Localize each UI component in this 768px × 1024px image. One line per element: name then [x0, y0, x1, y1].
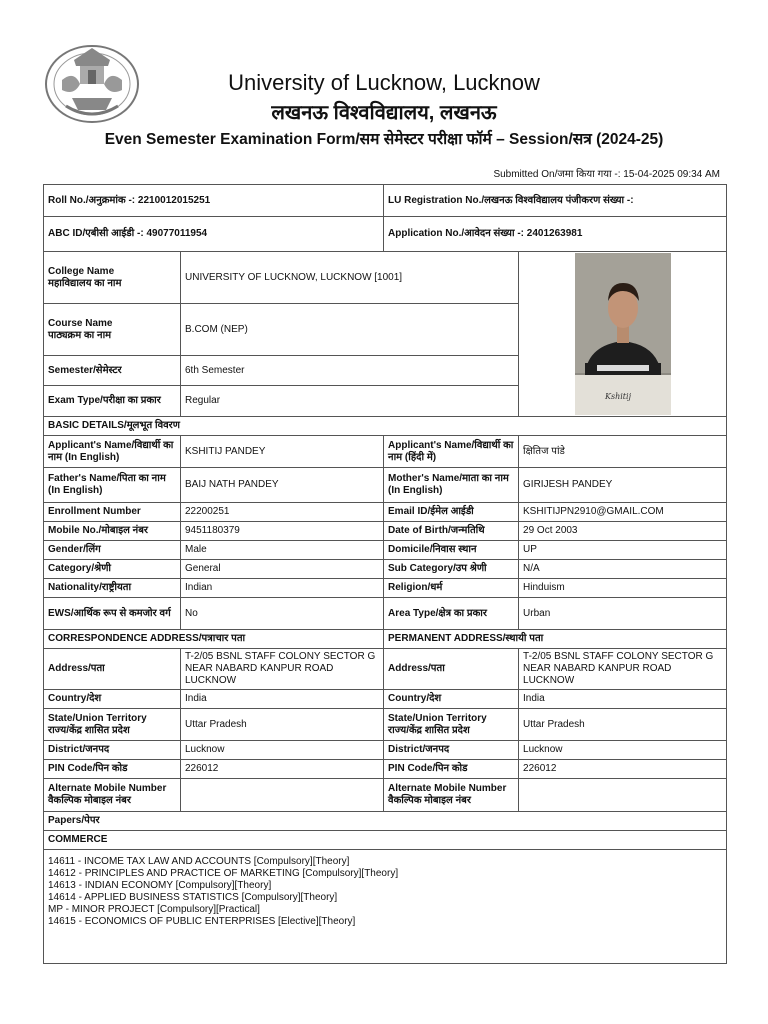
correspondence-address-title: CORRESPONDENCE ADDRESS/पत्राचार पता: [44, 630, 384, 649]
ews-value: No: [181, 598, 384, 630]
form-header: [0, 0, 768, 190]
abc-value: 49077011954: [146, 228, 208, 239]
roll-label: Roll No./अनुक्रमांक -:: [48, 194, 138, 206]
address-row: [44, 649, 727, 690]
college-label-hi: महाविद्यालय का नाम: [48, 277, 122, 289]
corr-country-value: India: [181, 690, 384, 709]
perm-state-label: [384, 709, 519, 741]
college-row: [44, 252, 727, 304]
paper-item: 14615 - ECONOMICS OF PUBLIC ENTERPRISES [Elective][Theory]: [48, 916, 356, 927]
religion-label: Religion/धर्म: [384, 579, 519, 598]
basic-details-header-row: [44, 417, 727, 436]
perm-country-label: Country/देश: [384, 690, 519, 709]
nationality-row: [44, 579, 727, 598]
email-label: Email ID/ईमेल आईडी: [384, 503, 519, 522]
perm-address-label: Address/पता: [384, 649, 519, 690]
mother-value: GIRIJESH PANDEY: [519, 468, 727, 503]
area-value: Urban: [519, 598, 727, 630]
domicile-value: UP: [519, 541, 727, 560]
abc-row: [44, 217, 727, 252]
perm-district-value: Lucknow: [519, 741, 727, 760]
perm-alt-mobile-label: [384, 779, 519, 812]
submitted-on: [493, 166, 720, 180]
papers-list: [44, 850, 727, 964]
gender-value: Male: [181, 541, 384, 560]
papers-header-row: [44, 812, 727, 831]
corr-state-value: Uttar Pradesh: [181, 709, 384, 741]
corr-alt-mobile-label: [44, 779, 181, 812]
enrollment-value: 22200251: [181, 503, 384, 522]
papers-group: COMMERCE: [44, 831, 727, 850]
perm-country-value: India: [519, 690, 727, 709]
corr-alt-mobile-label-hi: वैकल्पिक मोबाइल नंबर: [48, 795, 131, 806]
exam-form-table: [43, 184, 727, 964]
mobile-value: 9451180379: [181, 522, 384, 541]
perm-pin-value: 226012: [519, 760, 727, 779]
area-label: Area Type/क्षेत्र का प्रकार: [384, 598, 519, 630]
parents-row: [44, 468, 727, 503]
exam-type-label: Exam Type/परीक्षा का प्रकार: [44, 386, 181, 417]
nationality-value: Indian: [181, 579, 384, 598]
corr-alt-mobile-label-en: Alternate Mobile Number: [48, 783, 167, 794]
course-label-hi: पाठ्यक्रम का नाम: [48, 329, 112, 341]
district-row: [44, 741, 727, 760]
enrollment-row: [44, 503, 727, 522]
semester-value: 6th Semester: [181, 356, 519, 386]
mobile-row: [44, 522, 727, 541]
permanent-address-title: PERMANENT ADDRESS/स्थायी पता: [384, 630, 727, 649]
college-label: [44, 252, 181, 304]
papers-list-row: [44, 850, 727, 964]
course-label: [44, 304, 181, 356]
app-label: Application No./आवेदन संख्या -:: [388, 228, 527, 239]
father-label: Father's Name/पिता का नाम (In English): [44, 468, 181, 503]
corr-country-label: Country/देश: [44, 690, 181, 709]
corr-state-label-hi: राज्य/केंद्र शासित प्रदेश: [48, 724, 130, 736]
perm-pin-label: PIN Code/पिन कोड: [384, 760, 519, 779]
exam-type-value: Regular: [181, 386, 519, 417]
submitted-value: 15-04-2025 09:34 AM: [623, 169, 720, 180]
corr-district-label: District/जनपद: [44, 741, 181, 760]
dob-value: 29 Oct 2003: [519, 522, 727, 541]
name-en-label: Applicant's Name/विद्यार्थी का नाम (In English): [44, 436, 181, 468]
category-value: General: [181, 560, 384, 579]
applicant-name-row: [44, 436, 727, 468]
course-label-en: Course Name: [48, 317, 113, 329]
paper-item: 14614 - APPLIED BUSINESS STATISTICS [Compulsory][Theory]: [48, 892, 338, 903]
form-title: Even Semester Examination Form/सम सेमेस्टर परीक्षा फॉर्म – Session/सत्र (2024-25): [104, 131, 664, 148]
perm-state-label-en: State/Union Territory: [388, 712, 487, 724]
perm-alt-mobile-label-hi: वैकल्पिक मोबाइल नंबर: [388, 795, 471, 806]
roll-number: [44, 185, 384, 217]
ews-label: EWS/आर्थिक रूप से कमजोर वर्ग: [44, 598, 181, 630]
state-row: [44, 709, 727, 741]
perm-district-label: District/जनपद: [384, 741, 519, 760]
name-hi-label: Applicant's Name/विद्यार्थी का नाम (हिंदी में): [384, 436, 519, 468]
perm-state-label-hi: राज्य/केंद्र शासित प्रदेश: [388, 724, 470, 736]
subcategory-value: N/A: [519, 560, 727, 579]
basic-details-title: BASIC DETAILS/मूलभूत विवरण: [44, 417, 727, 436]
corr-state-label: [44, 709, 181, 741]
semester-label: Semester/सेमेस्टर: [44, 356, 181, 386]
perm-alt-mobile-value: [519, 779, 727, 812]
corr-district-value: Lucknow: [181, 741, 384, 760]
corr-pin-value: 226012: [181, 760, 384, 779]
course-value: B.COM (NEP): [181, 304, 519, 356]
college-label-en: College Name: [48, 265, 115, 277]
paper-item: 14613 - INDIAN ECONOMY [Compulsory][Theory]: [48, 880, 272, 891]
abc-id: [44, 217, 384, 252]
corr-state-label-en: State/Union Territory: [48, 712, 147, 724]
religion-value: Hinduism: [519, 579, 727, 598]
category-label: Category/श्रेणी: [44, 560, 181, 579]
application-number: [384, 217, 727, 252]
name-en-value: KSHITIJ PANDEY: [181, 436, 384, 468]
dob-label: Date of Birth/जन्मतिथि: [384, 522, 519, 541]
photo-cell: [519, 252, 727, 417]
corr-address-label: Address/पता: [44, 649, 181, 690]
app-value: 2401263981: [526, 228, 583, 239]
mobile-label: Mobile No./मोबाइल नंबर: [44, 522, 181, 541]
enrollment-label: Enrollment Number: [44, 503, 181, 522]
paper-item: MP - MINOR PROJECT [Compulsory][Practical]: [48, 904, 260, 915]
gender-row: [44, 541, 727, 560]
perm-address-value: T-2/05 BSNL STAFF COLONY SECTOR G NEAR NABARD KANPUR ROAD LUCKNOW: [519, 649, 727, 690]
university-title-english: University of Lucknow, Lucknow: [228, 70, 540, 95]
paper-item: 14611 - INCOME TAX LAW AND ACCOUNTS [Compulsory][Theory]: [48, 856, 350, 867]
submitted-label: Submitted On/जमा किया गया -:: [493, 169, 624, 180]
papers-group-row: [44, 831, 727, 850]
domicile-label: Domicile/निवास स्थान: [384, 541, 519, 560]
address-header-row: [44, 630, 727, 649]
pin-row: [44, 760, 727, 779]
photo-signature: Kshitij: [604, 392, 631, 401]
university-title-hindi: लखनऊ विश्वविद्यालय, लखनऊ: [271, 102, 497, 124]
corr-alt-mobile-value: [181, 779, 384, 812]
mother-label: Mother's Name/माता का नाम (In English): [384, 468, 519, 503]
corr-address-value: T-2/05 BSNL STAFF COLONY SECTOR G NEAR NABARD KANPUR ROAD LUCKNOW: [181, 649, 384, 690]
email-value: KSHITIJPN2910@GMAIL.COM: [519, 503, 727, 522]
paper-item: 14612 - PRINCIPLES AND PRACTICE OF MARKETING [Compulsory][Theory]: [48, 868, 399, 879]
ews-row: [44, 598, 727, 630]
country-row: [44, 690, 727, 709]
category-row: [44, 560, 727, 579]
papers-title: Papers/पेपर: [44, 812, 727, 831]
nationality-label: Nationality/राष्ट्रीयता: [44, 579, 181, 598]
name-hi-value: क्षितिज पांडे: [519, 436, 727, 468]
subcategory-label: Sub Category/उप श्रेणी: [384, 560, 519, 579]
gender-label: Gender/लिंग: [44, 541, 181, 560]
roll-row: [44, 185, 727, 217]
perm-state-value: Uttar Pradesh: [519, 709, 727, 741]
abc-label: ABC ID/एबीसी आईडी -:: [48, 228, 147, 239]
father-value: BAIJ NATH PANDEY: [181, 468, 384, 503]
corr-pin-label: PIN Code/पिन कोड: [44, 760, 181, 779]
lu-registration: LU Registration No./लखनऊ विश्वविद्यालय पंजीकरण संख्या -:: [384, 185, 727, 217]
perm-alt-mobile-label-en: Alternate Mobile Number: [388, 783, 507, 794]
college-value: UNIVERSITY OF LUCKNOW, LUCKNOW [1001]: [181, 252, 519, 304]
alt-mobile-row: [44, 779, 727, 812]
roll-value: 2210012015251: [137, 194, 211, 206]
applicant-photo: [575, 253, 671, 415]
